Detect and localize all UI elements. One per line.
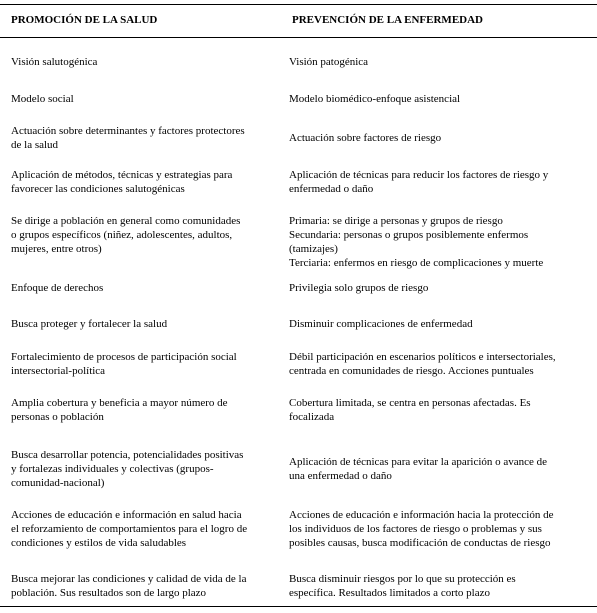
cell-line: Busca desarrollar potencia, potencialidades positivas [11,449,244,461]
table-cell-right [289,396,585,424]
cell-line: Enfoque de derechos [11,282,104,294]
top-rule [0,4,597,5]
table-cell-right [289,508,585,550]
table-cell-left [11,317,277,331]
table-cell-right [289,572,585,600]
cell-line: Terciaria: enfermos en riesgo de complicaciones y muerte [289,257,544,269]
cell-line: Acciones de educación e información hacia la protección de [289,509,554,521]
cell-line: Aplicación de técnicas para reducir los factores de riesgo y [289,169,549,181]
table-cell-left [11,92,277,106]
cell-line: los individuos de los factores de riesgo o problemas y sus [289,523,542,535]
table-cell-right [289,214,585,270]
cell-line: intersectorial-política [11,365,106,377]
cell-line: Actuación sobre determinantes y factores protectores [11,125,245,137]
table-cell-left [11,55,277,69]
cell-line: Se dirige a población en general como comunidades [11,215,241,227]
cell-line: Débil participación en escenarios políticos e intersectoriales, [289,351,556,363]
cell-line: personas o población [11,411,104,423]
cell-line: el reforzamiento de comportamientos para el logro de [11,523,248,535]
header-prevencion: PREVENCIÓN DE LA ENFERMEDAD [292,14,483,26]
cell-line: Primaria: se dirige a personas y grupos de riesgo [289,215,503,227]
cell-line: de la salud [11,139,59,151]
table-cell-right [289,317,585,331]
table-cell-left [11,448,277,490]
cell-line: Disminuir complicaciones de enfermedad [289,318,473,330]
cell-line: Visión salutogénica [11,56,98,68]
cell-line: población. Sus resultados son de largo plazo [11,587,207,599]
cell-line: Modelo biomédico-enfoque asistencial [289,93,461,105]
cell-line: centrada en comunidades de riesgo. Acciones puntuales [289,365,534,377]
table-cell-right [289,131,585,145]
cell-line: Acciones de educación e información en salud hacia [11,509,242,521]
header-rule [0,37,597,38]
table-cell-left [11,281,277,295]
table-cell-left [11,168,277,196]
cell-line: Busca proteger y fortalecer la salud [11,318,168,330]
cell-line: Aplicación de técnicas para evitar la aparición o avance de [289,456,548,468]
table-cell-right [289,455,585,483]
cell-line: Visión patogénica [289,56,369,68]
cell-line: posibles causas, busca modificación de conductas de riesgo [289,537,551,549]
cell-line: focalizada [289,411,335,423]
table-cell-left [11,508,277,550]
cell-line: mujeres, entre otros) [11,243,102,255]
cell-line: favorecer las condiciones salutogénicas [11,183,185,195]
cell-line: Amplia cobertura y beneficia a mayor número de [11,397,228,409]
table-cell-right [289,168,585,196]
cell-line: Cobertura limitada, se centra en personas afectadas. Es [289,397,531,409]
table-cell-right [289,350,585,378]
header-promocion: PROMOCIÓN DE LA SALUD [11,14,158,26]
table-cell-left [11,350,277,378]
cell-line: específica. Resultados limitados a corto plazo [289,587,490,599]
table-cell-right [289,281,585,295]
cell-line: Fortalecimiento de procesos de participación social [11,351,237,363]
table-cell-left [11,214,277,256]
cell-line: Secundaria: personas o grupos posiblemente enfermos [289,229,529,241]
table-cell-left [11,396,277,424]
cell-line: o grupos específicos (niñez, adolescentes, adultos, [11,229,233,241]
cell-line: una enfermedad o daño [289,470,392,482]
table-cell-right [289,92,585,106]
cell-line: Privilegia solo grupos de riesgo [289,282,429,294]
cell-line: enfermedad o daño [289,183,374,195]
cell-line: Busca mejorar las condiciones y calidad de vida de la [11,573,247,585]
bottom-rule [0,606,597,607]
table-cell-left [11,124,277,152]
cell-line: Busca disminuir riesgos por lo que su protección es [289,573,516,585]
cell-line: Actuación sobre factores de riesgo [289,132,442,144]
cell-line: y fortalezas individuales y colectivas (grupos- [11,463,214,475]
cell-line: Aplicación de métodos, técnicas y estrategias para [11,169,233,181]
cell-line: (tamizajes) [289,243,338,255]
table-cell-right [289,55,585,69]
cell-line: comunidad-nacional) [11,477,105,489]
cell-line: condiciones y estilos de vida saludables [11,537,187,549]
cell-line: Modelo social [11,93,74,105]
table-cell-left [11,572,277,600]
